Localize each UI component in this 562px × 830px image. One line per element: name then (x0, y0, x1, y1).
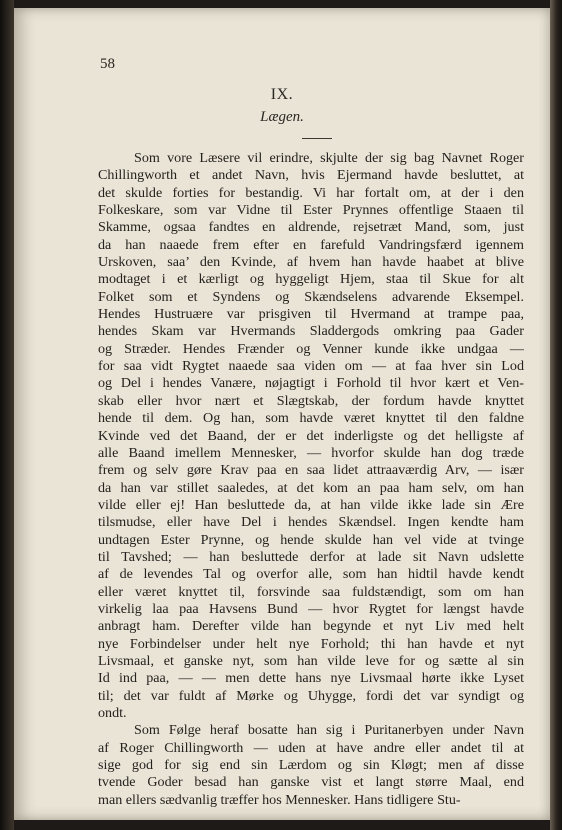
text-line: af Roger Chillingworth — uden at have andre eller andet til at (98, 739, 524, 756)
title-rule (302, 138, 332, 139)
page-number: 58 (100, 56, 115, 72)
text-line: man ellers sædvanlig træffer hos Mennesker. Hans tidligere Stu- (98, 791, 461, 808)
text-line: Kvinde ved det Baand, der er det inderligste og det helligste af (98, 427, 524, 444)
chapter-number: IX. (270, 86, 294, 103)
chapter-title: Lægen. (260, 109, 304, 125)
text-line: vilde eller ej! Han besluttede da, at han vilde ikke lade sin Ære (98, 496, 524, 513)
text-line: frem og selv gøre Krav paa en saa lidet attraaværdig Arv, — især (98, 462, 524, 479)
text-line: undtagen Ester Prynne, og hende skulde han vel vide at tvinge (98, 531, 524, 548)
text-line: Livsmaal, et ganske nyt, som han vilde leve for og sætte al sin (98, 652, 524, 669)
text-line: hendes Skam var Hvermands Sladdergods omkring paa Gader (98, 323, 524, 340)
text-line: Hendes Hustruære var prisgiven til Hvermand at trampe paa, (98, 306, 524, 323)
text-line: Folket som et Syndens og Skændselens advarende Eksempel. (98, 288, 524, 305)
text-line: Id ind paa, — — men dette hans nye Livsmaal hørte ikke Lyset (98, 670, 524, 687)
text-line: sige god for sig end sin Lærdom og sin Kløgt; men af disse (98, 757, 524, 774)
text-line: Urskoven, saa’ den Kvinde, af hvem han havde haabet at blive (98, 254, 524, 271)
text-line: Chillingworth et andet Navn, hvis Ejermand havde besluttet, at (98, 167, 524, 184)
text-line: da han var stillet saaledes, at det kom an paa ham selv, om han (98, 479, 524, 496)
text-line: af de levendes Tal og overfor alle, som han hidtil havde kendt (98, 566, 524, 583)
text-line: til Tavshed; — han besluttede derfor at lade sit Navn udslette (98, 548, 524, 565)
text-line: anbragt ham. Derefter vilde han begynde et nyt Liv med helt (98, 618, 524, 635)
text-line: Som vore Læsere vil erindre, skjulte der sig bag Navnet Roger (134, 150, 524, 166)
text-line: alle Baand imellem Mennesker, — hvorfor skulde han dog træde (98, 444, 524, 461)
text-line: eller været knyttet til, forsvinde saa fuldstændigt, som om han (98, 583, 524, 600)
text-line: Som Følge heraf bosatte han sig i Puritanerbyen under Navn (134, 722, 524, 739)
text-line: det skulde forties for bestandig. Vi har fortalt om, at der i den (98, 184, 524, 201)
text-line: ondt. (98, 705, 127, 721)
text-line: Folkeskare, som var Vidne til Ester Prynnes offentlige Staaen til (98, 202, 524, 219)
book-spine-shadow (0, 0, 14, 830)
text-line: skab eller hvor nært et Slægtskab, der fordum havde knyttet (98, 392, 524, 409)
book-page (14, 8, 550, 820)
text-line: og Del i hendes Vanære, nøjagtigt i Forhold til hvor kært et Ven- (98, 375, 524, 392)
text-line: virkelig laa paa Havsens Bund — hvor Rygtet for længst havde (98, 600, 524, 617)
text-line: og Stræder. Hendes Frænder og Venner kunde ikke undgaa — (98, 340, 524, 357)
text-line: Skamme, ogsaa fandtes en aldrende, rejsetræt Mand, som, just (98, 219, 524, 236)
page-edge (550, 0, 562, 830)
text-line: tilsmudse, eller have Del i hendes Skændsel. Ingen kendte ham (98, 514, 524, 531)
text-line: da han naaede frem efter en farefuld Vandringsfærd igennem (98, 236, 524, 253)
text-line: tvende Goder besad han ganske vist et langt større Maal, end (98, 774, 524, 791)
text-line: nye Forbindelser under helt nye Forhold; thi han havde et nyt (98, 635, 524, 652)
body-text (98, 150, 524, 809)
text-line: modtaget i et kærligt og hyggeligt Hjem, staa til Skue for alt (98, 271, 524, 288)
text-line: hende til dem. Og han, som havde været knyttet til den faldne (98, 410, 524, 427)
text-line: til; det var fuldt af Mørke og Uhygge, fordi det var syndigt og (98, 687, 524, 704)
text-line: for saa vidt Rygtet naaede saa viden om — at faa hver sin Lod (98, 358, 524, 375)
